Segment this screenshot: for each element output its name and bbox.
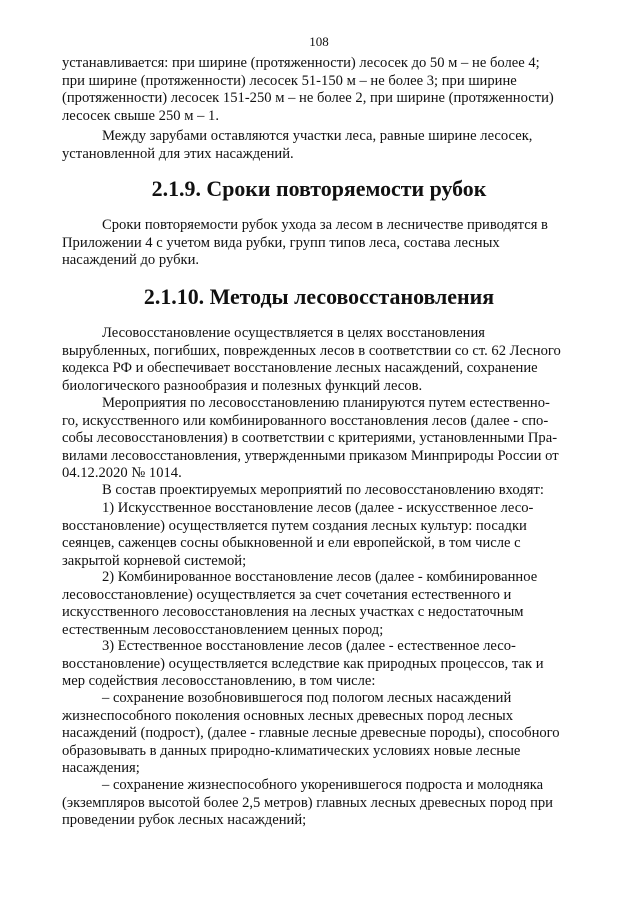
text-line: (протяженности) лесосек 151-250 м – не более 2, при ширине (протяженности) — [62, 90, 554, 107]
text-line: естественным лесовосстановлением ценных пород; — [62, 621, 384, 638]
text-line: 1) Искусственное восстановление лесов (далее - искусственное лесо- — [102, 500, 534, 516]
paragraph-strips-between-cuts — [62, 128, 576, 163]
paragraph-repeat-terms — [62, 217, 576, 270]
text-line: восстановление) осуществляется путем создания лесных культур: посадки — [62, 517, 527, 534]
text-line: 2) Комбинированное восстановление лесов (далее - комбинированное — [102, 569, 538, 585]
text-line: Мероприятия по лесовосстановлению планируются путем естественно- — [102, 395, 550, 411]
text-line: 3) Естественное восстановление лесов (далее - естественное лесо- — [102, 638, 516, 654]
text-line: образовывать в данных природно-климатических условиях новые лесные — [62, 742, 521, 759]
text-line: устанавливается: при ширине (протяженности) лесосек до 50 м – не более 4; — [62, 55, 540, 71]
text-line: Приложении 4 с учетом вида рубки, групп типов леса, состава лесных — [62, 234, 500, 251]
section-heading-repeat-terms: 2.1.9. Сроки повторяемости рубок — [151, 176, 487, 201]
text-line: собы лесовосстановления) в соответствии с критериями, установленными Пра- — [62, 430, 558, 447]
text-line: лесовосстановление) осуществляется за счет сочетания естественного и — [62, 586, 512, 603]
paragraph-measures-intro — [62, 482, 576, 500]
text-line: (экземпляров высотой более 2,5 метров) главных лесных древесных пород при — [62, 794, 553, 811]
list-item-young-growth-preservation — [62, 777, 576, 830]
text-line: биологического разнообразия и полезных функций лесов. — [62, 377, 423, 394]
text-line: го, искусственного или комбинированного восстановления лесов (далее - спо- — [62, 412, 549, 429]
text-line: Между зарубами оставляются участки леса, равные ширине лесосек, — [102, 128, 533, 144]
text-line: искусственного лесовосстановления на лесных участках с недостаточным — [62, 604, 524, 621]
text-line: сеянцев, саженцев сосны обыкновенной и ели европейской, в том числе с — [62, 535, 521, 552]
text-line: жизнеспособного поколения основных лесных древесных пород лесных — [62, 707, 514, 724]
text-line: Сроки повторяемости рубок ухода за лесом в лесничестве приводятся в — [102, 217, 548, 233]
text-line: кодекса РФ и обеспечивает восстановление лесных насаждений, сохранение — [62, 360, 538, 377]
page-number: 108 — [309, 34, 329, 49]
list-item-undergrowth-preservation — [62, 690, 576, 778]
text-line: мер содействия лесовосстановлению, в том числе: — [62, 673, 376, 690]
text-line: восстановление) осуществляется вследствие как природных процессов, так и — [62, 655, 544, 672]
text-line: – сохранение жизнеспособного укоренившегося подроста и молодняка — [102, 777, 544, 793]
section-heading-reforestation-methods: 2.1.10. Методы лесовосстановления — [143, 284, 495, 309]
text-line: вырубленных, погибших, поврежденных лесов в соответствии со ст. 62 Лесного — [62, 342, 561, 359]
paragraph-reforestation-planning — [62, 395, 576, 483]
text-line: насаждений (подрост), (далее - главные лесные древесные породы), способного — [62, 725, 560, 742]
text-line: 04.12.2020 № 1014. — [62, 465, 182, 482]
list-item-artificial-reforestation — [62, 500, 576, 570]
text-line: насаждения; — [62, 760, 140, 777]
text-line: вилами лесовосстановления, утвержденными приказом Минприроды России от — [62, 447, 559, 464]
text-line: лесосек свыше 250 м – 1. — [62, 107, 219, 124]
text-line: закрытой корневой системой; — [62, 552, 247, 569]
text-line: проведении рубок лесных насаждений; — [62, 812, 307, 829]
list-item-combined-reforestation — [62, 569, 576, 639]
paragraph-reforestation-purpose — [62, 325, 576, 395]
text-line: установленной для этих насаждений. — [62, 145, 294, 162]
text-line: – сохранение возобновившегося под пологом лесных насаждений — [102, 690, 512, 706]
text-line: насаждений до рубки. — [62, 252, 200, 269]
text-line: Лесовосстановление осуществляется в целях восстановления — [102, 325, 486, 341]
list-item-natural-reforestation — [62, 638, 576, 691]
paragraph-cutting-width-limits — [62, 55, 576, 125]
text-line: В состав проектируемых мероприятий по лесовосстановлению входят: — [102, 482, 544, 498]
text-line: при ширине (протяженности) лесосек 51-150 м – не более 3; при ширине — [62, 72, 517, 89]
